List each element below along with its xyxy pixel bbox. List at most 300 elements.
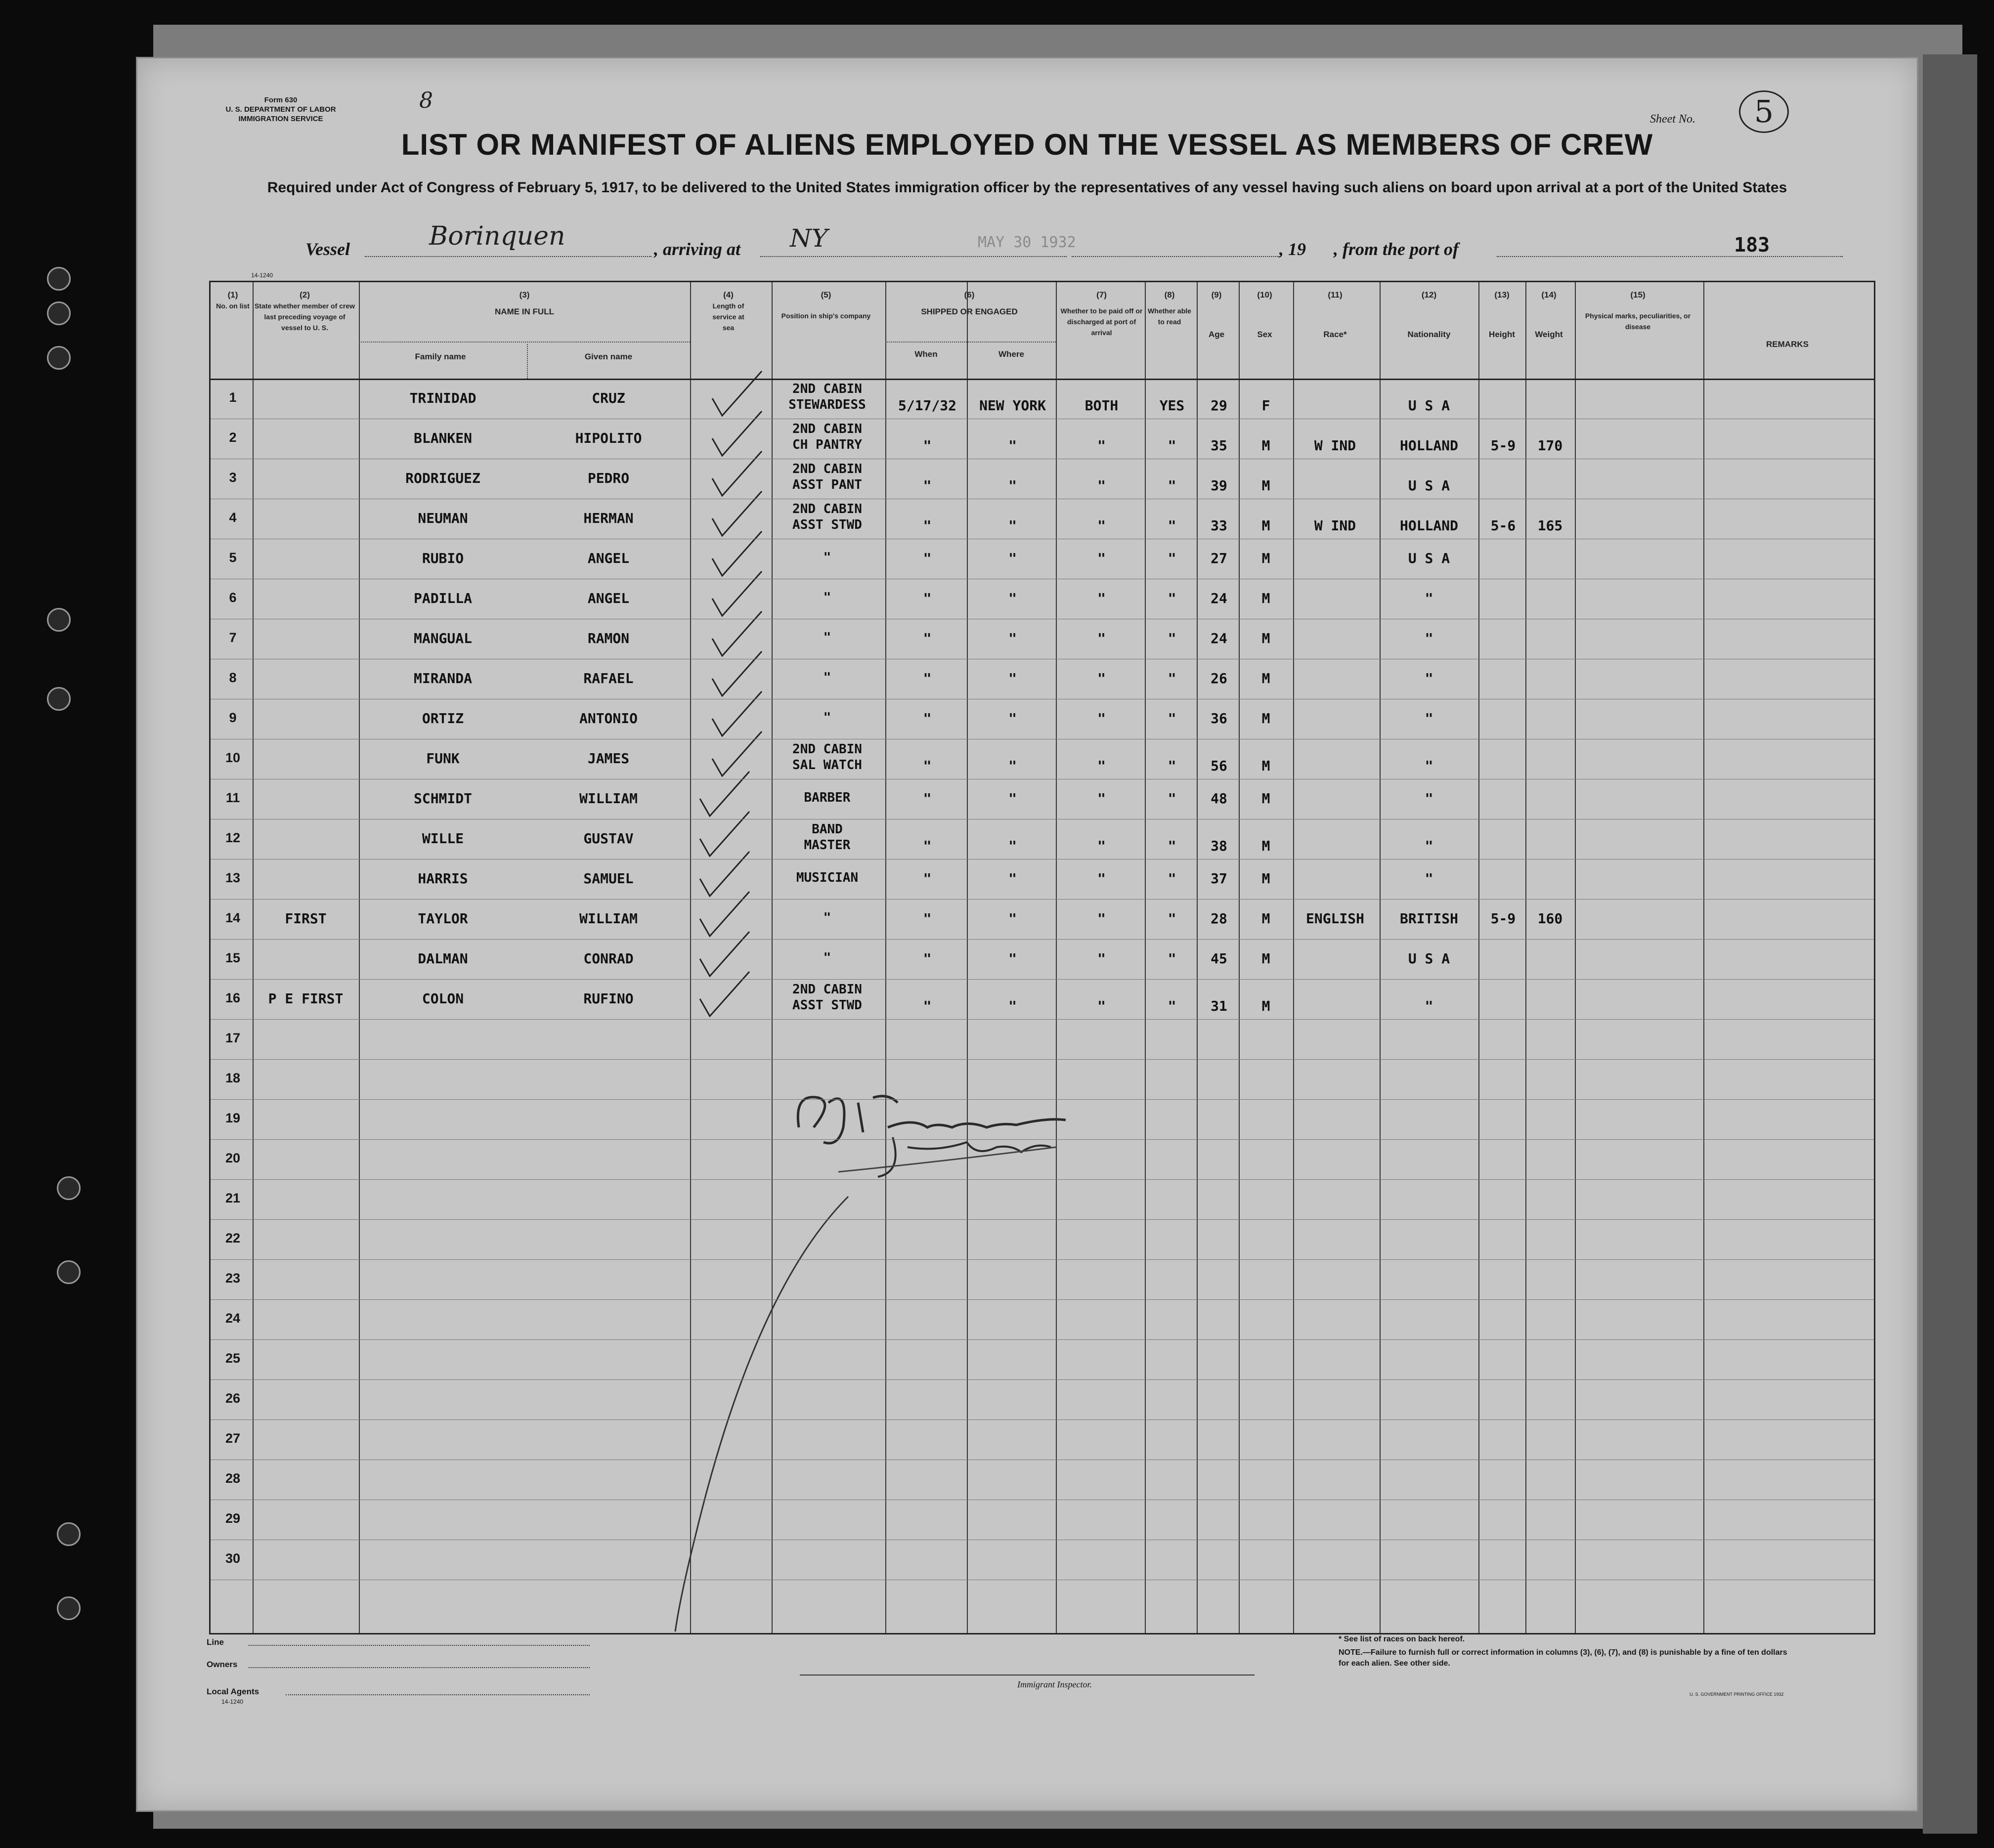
owners-label: Owners: [207, 1660, 238, 1669]
col1-label: No. on list: [216, 302, 250, 310]
col7-header: [1058, 290, 1145, 338]
vessel-line: [365, 256, 651, 257]
col14-header: [1525, 290, 1572, 340]
family-name: MANGUAL: [413, 630, 472, 646]
row-number: 25: [225, 1350, 241, 1366]
family-name: HARRIS: [418, 870, 468, 887]
given-name: WILLIAM: [579, 910, 638, 927]
position-line-2: ASST STWD: [792, 998, 862, 1013]
given-name: ANGEL: [587, 590, 630, 606]
col15-label: Physical marks, peculiarities, or disease: [1585, 312, 1691, 331]
underlying-page-edge: [1923, 54, 1977, 1834]
col3-num: (3): [519, 290, 530, 300]
col5-header: [772, 290, 880, 321]
shipped-where: ": [1008, 870, 1017, 887]
nationality: ": [1425, 670, 1433, 687]
from-port-label: , from the port of: [1334, 239, 1459, 259]
column-divider: [1293, 282, 1294, 1633]
shipped-where: ": [1008, 790, 1017, 807]
arriving-port: NY: [790, 224, 828, 253]
sex: M: [1261, 477, 1270, 494]
col9-label: Age: [1208, 330, 1225, 339]
able-to-read: ": [1168, 998, 1176, 1014]
row-number: 21: [225, 1190, 241, 1205]
able-to-read: ": [1168, 758, 1176, 774]
department-name: U. S. DEPARTMENT OF LABOR: [225, 105, 336, 114]
shipped-where: NEW YORK: [979, 397, 1046, 414]
local-agents-label: Local Agents: [207, 1687, 260, 1696]
line-label: Line: [207, 1637, 224, 1647]
sex: M: [1261, 437, 1270, 454]
age: 31: [1211, 998, 1227, 1014]
col4-label: Length of service at sea: [712, 302, 744, 332]
check-mark-icon: [695, 969, 754, 1024]
sex: M: [1261, 950, 1270, 967]
column-divider: [359, 282, 360, 1633]
sex: M: [1261, 590, 1270, 606]
row-number: 1: [229, 389, 237, 405]
paid-off: ": [1097, 517, 1106, 534]
able-to-read: ": [1168, 790, 1176, 807]
form-code: 14-1240: [251, 272, 273, 279]
binder-hole: [57, 1596, 81, 1620]
nationality: ": [1425, 790, 1433, 807]
age: 33: [1211, 517, 1227, 534]
row-number: 23: [225, 1270, 241, 1286]
shipped-when: ": [923, 910, 932, 927]
binder-hole: [57, 1260, 81, 1284]
row-number: 20: [225, 1150, 241, 1165]
given-name: CONRAD: [583, 950, 634, 967]
race: W IND: [1314, 517, 1356, 534]
column-divider: [967, 282, 968, 1633]
family-name: FUNK: [426, 750, 460, 767]
col12-label: Nationality: [1407, 330, 1451, 339]
row-number: 10: [225, 750, 241, 765]
given-name: ANGEL: [587, 550, 630, 566]
weight: 170: [1537, 437, 1563, 454]
shipped-where: ": [1008, 590, 1017, 606]
paid-off: ": [1097, 437, 1106, 454]
column-divider: [253, 282, 254, 1633]
weight: 165: [1537, 517, 1563, 534]
col1-num: (1): [227, 290, 238, 300]
sex: M: [1261, 790, 1270, 807]
row-number: 16: [225, 990, 241, 1005]
nationality: ": [1425, 998, 1433, 1014]
handwritten-mark: 8: [419, 88, 433, 113]
position-line-2: STEWARDESS: [788, 397, 866, 412]
binder-hole: [57, 1522, 81, 1546]
column-divider: [1056, 282, 1057, 1633]
sex: M: [1261, 550, 1270, 566]
col11-num: (11): [1328, 290, 1343, 300]
col13-header: [1478, 290, 1525, 340]
row-divider: [211, 899, 1874, 900]
paid-off: ": [1097, 870, 1106, 887]
sex: F: [1261, 397, 1270, 414]
age: 36: [1211, 710, 1227, 727]
age: 24: [1211, 630, 1227, 646]
row-divider: [211, 1259, 1874, 1260]
position: ": [823, 910, 831, 925]
able-to-read: ": [1168, 670, 1176, 687]
header-sub-divider: [885, 342, 1056, 343]
able-to-read: ": [1168, 950, 1176, 967]
paid-off: ": [1097, 910, 1106, 927]
given-name: WILLIAM: [579, 790, 638, 807]
col15-header: [1575, 290, 1701, 332]
position-line-1: 2ND CABIN: [792, 422, 862, 436]
previous-voyage: P E FIRST: [268, 990, 344, 1007]
row-number: 29: [225, 1510, 241, 1526]
age: 37: [1211, 870, 1227, 887]
race: W IND: [1314, 437, 1356, 454]
position: ": [823, 550, 831, 565]
age: 48: [1211, 790, 1227, 807]
shipped-when: ": [923, 838, 932, 854]
shipped-when: ": [923, 710, 932, 727]
binder-hole: [47, 267, 71, 291]
previous-voyage: FIRST: [285, 910, 327, 927]
row-number: 6: [229, 590, 237, 605]
position: ": [823, 670, 831, 685]
nationality: U S A: [1408, 477, 1450, 494]
paid-off: ": [1097, 477, 1106, 494]
binder-hole: [57, 1176, 81, 1200]
row-number: 18: [225, 1070, 241, 1085]
column-divider: [1703, 282, 1704, 1633]
page-subtitle: Required under Act of Congress of February 5, 1917, to be delivered to the United States immigration officer by the representatives of any vessel having such aliens on board upon arrival at a port of the United States: [267, 179, 1787, 196]
col8-header: [1145, 290, 1194, 327]
nationality: ": [1425, 870, 1433, 887]
given-name: CRUZ: [592, 389, 625, 406]
row-divider: [211, 1179, 1874, 1180]
column-divider: [1380, 282, 1381, 1633]
remarks-header: REMARKS: [1766, 340, 1809, 349]
row-divider: [211, 939, 1874, 940]
row-number: 13: [225, 870, 241, 885]
paid-off: ": [1097, 758, 1106, 774]
arriving-line: [760, 256, 1067, 257]
printing-office: U. S. GOVERNMENT PRINTING OFFICE 1932: [1690, 1692, 1784, 1697]
sex: M: [1261, 670, 1270, 687]
shipped-where: ": [1008, 477, 1017, 494]
shipped-where: ": [1008, 550, 1017, 566]
nationality: ": [1425, 630, 1433, 646]
col6-header: [885, 290, 1053, 317]
position-line-1: 2ND CABIN: [792, 502, 862, 516]
shipped-where: ": [1008, 998, 1017, 1014]
form-number: Form 630: [264, 96, 298, 104]
position: ": [823, 590, 831, 605]
line-field: [249, 1645, 590, 1646]
column-divider: [1525, 282, 1526, 1633]
shipped-when: ": [923, 517, 932, 534]
shipped-where: ": [1008, 710, 1017, 727]
row-number: 12: [225, 830, 241, 845]
shipped-where: ": [1008, 910, 1017, 927]
row-number: 26: [225, 1390, 241, 1406]
nationality: ": [1425, 758, 1433, 774]
column-divider: [1239, 282, 1240, 1633]
height: 5-9: [1490, 437, 1516, 454]
row-divider: [211, 1299, 1874, 1300]
col11-label: Race*: [1323, 330, 1347, 339]
shipped-where: ": [1008, 630, 1017, 646]
able-to-read: ": [1168, 870, 1176, 887]
shipped-where: ": [1008, 437, 1017, 454]
paid-off: ": [1097, 630, 1106, 646]
binder-hole: [47, 687, 71, 711]
where-header: Where: [998, 349, 1024, 359]
vessel-label: Vessel: [305, 239, 350, 259]
given-name: RAFAEL: [583, 670, 634, 687]
able-to-read: ": [1168, 710, 1176, 727]
inspector-line: [800, 1675, 1255, 1676]
immigrant-inspector-label: Immigrant Inspector.: [1017, 1679, 1092, 1689]
row-number: 3: [229, 470, 237, 485]
paid-off: ": [1097, 590, 1106, 606]
col8-label: Whether able to read: [1148, 307, 1191, 326]
local-agents-field: [286, 1694, 590, 1695]
position-line-2: ASST STWD: [792, 517, 862, 532]
paid-off: BOTH: [1084, 397, 1119, 414]
family-name: ORTIZ: [422, 710, 464, 727]
sex: M: [1261, 998, 1270, 1014]
nationality: ": [1425, 710, 1433, 727]
column-divider: [1575, 282, 1576, 1633]
shipped-where: ": [1008, 670, 1017, 687]
given-name-header: Given name: [584, 352, 633, 361]
given-name: HERMAN: [583, 510, 634, 526]
position-line-1: 2ND CABIN: [792, 742, 862, 757]
nationality: U S A: [1408, 397, 1450, 414]
nationality: ": [1425, 590, 1433, 606]
col11-header: [1293, 290, 1377, 340]
col2-num: (2): [300, 290, 310, 300]
col12-header: [1380, 290, 1478, 340]
header-divider: [211, 379, 1874, 380]
shipped-when: 5/17/32: [898, 397, 956, 414]
able-to-read: ": [1168, 437, 1176, 454]
position-line-2: SAL WATCH: [792, 758, 862, 773]
family-name: PADILLA: [413, 590, 472, 606]
col9-header: [1197, 290, 1236, 340]
row-number: 7: [229, 630, 237, 645]
from-port-line: [1497, 256, 1843, 257]
age: 24: [1211, 590, 1227, 606]
height: 5-9: [1490, 910, 1516, 927]
position: ": [823, 630, 831, 645]
crew-table: [209, 281, 1875, 1634]
family-name: DALMAN: [418, 950, 468, 967]
binder-hole: [47, 301, 71, 325]
able-to-read: ": [1168, 838, 1176, 854]
weight: 160: [1537, 910, 1563, 927]
race: ENGLISH: [1305, 910, 1364, 927]
row-number: 15: [225, 950, 241, 965]
family-name: NEUMAN: [418, 510, 468, 526]
sex: M: [1261, 517, 1270, 534]
age: 39: [1211, 477, 1227, 494]
col13-label: Height: [1489, 330, 1515, 339]
given-name: RAMON: [587, 630, 630, 646]
page-title: LIST OR MANIFEST OF ALIENS EMPLOYED ON THE VESSEL AS MEMBERS OF CREW: [401, 128, 1653, 161]
position: MUSICIAN: [796, 870, 859, 885]
date-stamp: MAY 30 1932: [978, 234, 1076, 251]
binder-hole: [47, 346, 71, 370]
age: 29: [1211, 397, 1227, 414]
row-divider: [211, 1019, 1874, 1020]
able-to-read: ": [1168, 517, 1176, 534]
col15-num: (15): [1630, 290, 1646, 300]
family-name: SCHMIDT: [413, 790, 472, 807]
position-line-2: CH PANTRY: [792, 437, 862, 452]
sheet-number-label: Sheet No.: [1650, 113, 1695, 126]
row-divider: [211, 979, 1874, 980]
column-divider: [690, 282, 691, 1633]
col7-num: (7): [1096, 290, 1107, 300]
nationality: BRITISH: [1399, 910, 1458, 927]
row-number: 11: [225, 790, 240, 805]
family-name: RUBIO: [422, 550, 464, 566]
given-name: RUFINO: [583, 990, 634, 1007]
given-name: PEDRO: [587, 470, 630, 486]
given-name: GUSTAV: [583, 830, 634, 847]
col1-header: [213, 290, 253, 311]
age: 45: [1211, 950, 1227, 967]
paid-off: ": [1097, 710, 1106, 727]
pencil-stroke: [665, 1192, 863, 1636]
given-name: JAMES: [587, 750, 630, 767]
col14-num: (14): [1541, 290, 1557, 300]
row-number: 14: [225, 910, 241, 925]
col9-num: (9): [1211, 290, 1222, 300]
able-to-read: YES: [1159, 397, 1185, 414]
list-number: 183: [1734, 234, 1770, 257]
sex: M: [1261, 838, 1270, 854]
col4-num: (4): [723, 290, 734, 300]
row-divider: [211, 1219, 1874, 1220]
position-line-2: MASTER: [804, 838, 851, 853]
position: BARBER: [804, 790, 851, 805]
row-number: 24: [225, 1310, 241, 1326]
able-to-read: ": [1168, 590, 1176, 606]
row-number: 2: [229, 430, 237, 445]
row-number: 27: [225, 1430, 241, 1446]
col4-header: [690, 290, 767, 333]
row-divider: [211, 1059, 1874, 1060]
shipped-when: ": [923, 437, 932, 454]
row-number: 17: [225, 1030, 241, 1045]
sheet-number: 5: [1739, 90, 1789, 133]
row-number: 8: [229, 670, 237, 685]
owners-field: [249, 1667, 590, 1668]
manifest-sheet: [136, 57, 1918, 1812]
col12-num: (12): [1421, 290, 1437, 300]
column-divider: [1197, 282, 1198, 1633]
row-number: 9: [229, 710, 237, 725]
sex: M: [1261, 758, 1270, 774]
shipped-where: ": [1008, 758, 1017, 774]
position-line-1: 2ND CABIN: [792, 982, 862, 997]
col10-num: (10): [1257, 290, 1272, 300]
sex: M: [1261, 630, 1270, 646]
row-number: 28: [225, 1470, 241, 1486]
nationality: HOLLAND: [1399, 517, 1458, 534]
shipped-when: ": [923, 950, 932, 967]
column-divider: [772, 282, 773, 1633]
col8-num: (8): [1164, 290, 1175, 300]
shipped-when: ": [923, 758, 932, 774]
shipped-when: ": [923, 590, 932, 606]
family-name: TRINIDAD: [409, 389, 477, 406]
shipped-where: ": [1008, 517, 1017, 534]
inspector-signature: [789, 1073, 1135, 1192]
age: 38: [1211, 838, 1227, 854]
col14-label: Weight: [1535, 330, 1563, 339]
shipped-when: ": [923, 550, 932, 566]
able-to-read: ": [1168, 630, 1176, 646]
column-divider: [1145, 282, 1146, 1633]
year-label: , 19: [1279, 239, 1306, 259]
sex: M: [1261, 870, 1270, 887]
col10-label: Sex: [1257, 330, 1272, 339]
family-name: MIRANDA: [413, 670, 472, 687]
row-divider: [211, 1419, 1874, 1420]
nationality: U S A: [1408, 950, 1450, 967]
col6-label: SHIPPED OR ENGAGED: [921, 307, 1018, 316]
family-name-header: Family name: [415, 352, 466, 361]
col10-header: [1239, 290, 1291, 340]
able-to-read: ": [1168, 550, 1176, 566]
row-number: 5: [229, 550, 237, 565]
col13-num: (13): [1494, 290, 1510, 300]
vessel-name: Borinquen: [429, 221, 565, 251]
paid-off: ": [1097, 550, 1106, 566]
header-sub-divider: [359, 342, 690, 343]
shipped-when: ": [923, 630, 932, 646]
column-divider: [885, 282, 886, 1633]
col6-num: (6): [964, 290, 975, 300]
position: ": [823, 950, 831, 965]
row-number: 4: [229, 510, 237, 525]
col5-label: Position in ship's company: [781, 312, 871, 320]
shipped-when: ": [923, 870, 932, 887]
binder-hole: [47, 608, 71, 632]
penalty-note: NOTE.—Failure to furnish full or correct information in columns (3), (6), (7), and (8) is punishable by a fine of ten dollars for each alien. See other side.: [1339, 1648, 1787, 1668]
column-divider: [1478, 282, 1479, 1633]
col5-num: (5): [821, 290, 831, 300]
position: ": [823, 710, 831, 725]
paid-off: ": [1097, 790, 1106, 807]
able-to-read: ": [1168, 477, 1176, 494]
position-line-1: BAND: [812, 822, 843, 837]
shipped-when: ": [923, 790, 932, 807]
position-line-1: 2ND CABIN: [792, 382, 862, 396]
able-to-read: ": [1168, 910, 1176, 927]
row-divider: [211, 1139, 1874, 1140]
nationality: HOLLAND: [1399, 437, 1458, 454]
given-name: ANTONIO: [579, 710, 638, 727]
family-name: TAYLOR: [418, 910, 468, 927]
service-name: IMMIGRATION SERVICE: [238, 115, 323, 123]
age: 26: [1211, 670, 1227, 687]
shipped-where: ": [1008, 950, 1017, 967]
row-divider: [211, 859, 1874, 860]
row-number: 19: [225, 1110, 241, 1125]
